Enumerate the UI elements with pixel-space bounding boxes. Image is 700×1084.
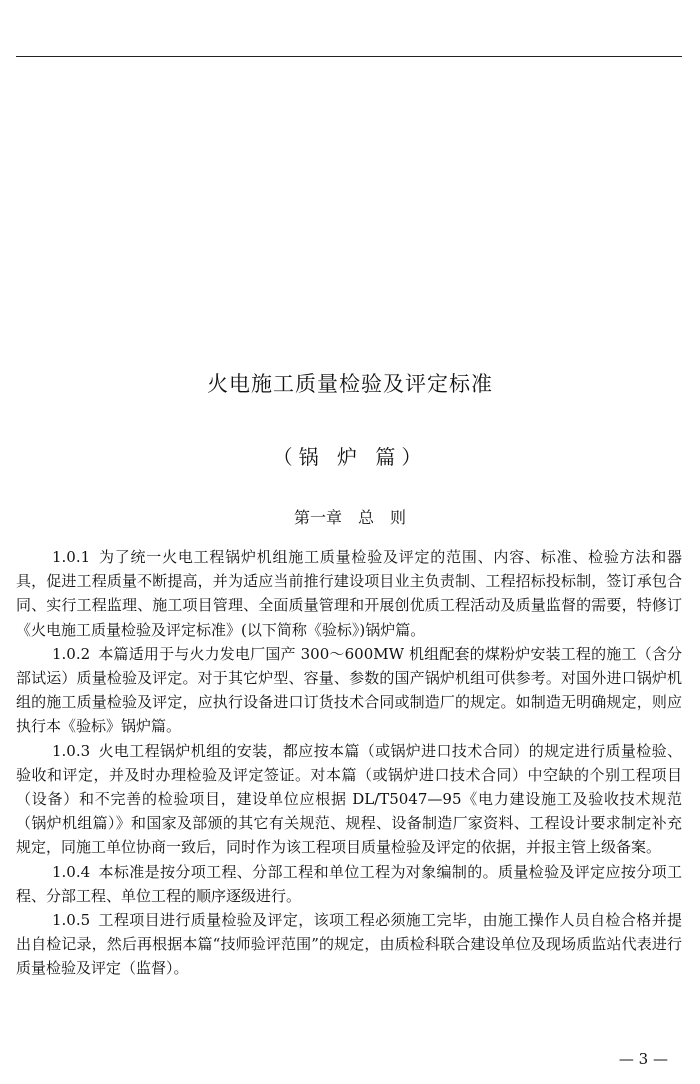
clause-text: 火电工程锅炉机组的安装，都应按本篇（或锅炉进口技术合同）的规定进行质量检验、验收和评定，并及时办理检验及评定签证。对本篇（或锅炉进口技术合同）中空缺的个别工程项目（设备）和不完善的检验项目，建设单位应根据 DL/T5047—95《电力建设施工及验收技术规范（锅炉机组篇）》和国家及部颁的其它有关规范、规程、设备制造厂家资料、工程设计要求制定补充规定，同施工单位协商一致后，同时作为该工程项目质量检验及评定的依据，并报主管上级备案。: [16, 741, 682, 857]
clause-number: 1.0.3: [52, 741, 91, 760]
paragraph-1-0-3: [16, 739, 682, 860]
clause-text: 本标准是按分项工程、分部工程和单位工程为对象编制的。质量检验及评定应按分项工程、分部工程、单位工程的顺序逐级进行。: [16, 862, 682, 905]
paragraph-1-0-5: [16, 908, 682, 981]
clause-text: 本篇适用于与火力发电厂国产 300～600MW 机组配套的煤粉炉安装工程的施工（含分部试运）质量检验及评定。对于其它炉型、容量、参数的国产锅炉机组可供参考。对国外进口锅炉机组的施工质量检验及评定，应执行设备进口订货技术合同或制造厂的规定。如制造无明确规定，则应执行本《验标》锅炉篇。: [16, 644, 682, 736]
clause-number: 1.0.1: [52, 548, 91, 566]
header-rule: [16, 56, 682, 57]
clause-number: 1.0.5: [52, 911, 91, 930]
clause-number: 1.0.2: [52, 644, 91, 663]
clause-number: 1.0.4: [52, 862, 91, 881]
page-number: — 3 —: [618, 1050, 668, 1068]
clause-text: 为了统一火电工程锅炉机组施工质量检验及评定的范围、内容、标准、检验方法和器具，促进工程质量不断提高，并为适应当前推行建设项目业主负责制、工程招标投标制，签订承包合同、实行工程监理、施工项目管理、全面质量管理和开展创优质工程活动及质量监督的需要，特修订《火电施工质量检验及评定标准》(以下简称《验标》)锅炉篇。: [16, 548, 682, 639]
document-subtitle: （锅 炉 篇）: [272, 445, 428, 469]
paragraph-1-0-4: [16, 860, 682, 908]
clause-text: 工程项目进行质量检验及评定，该项工程必须施工完毕，由施工操作人员自检合格并提出自检记录，然后再根据本篇“技师验评范围”的规定，由质检科联合建设单位及现场质监站代表进行质量检验及评定（监督）。: [16, 911, 682, 978]
paragraph-1-0-2: [16, 642, 682, 739]
document-title: 火电施工质量检验及评定标准: [207, 372, 493, 396]
paragraph-1-0-1: [16, 545, 682, 642]
body-text: [16, 545, 682, 981]
chapter-heading: 第一章 总 则: [293, 508, 406, 527]
